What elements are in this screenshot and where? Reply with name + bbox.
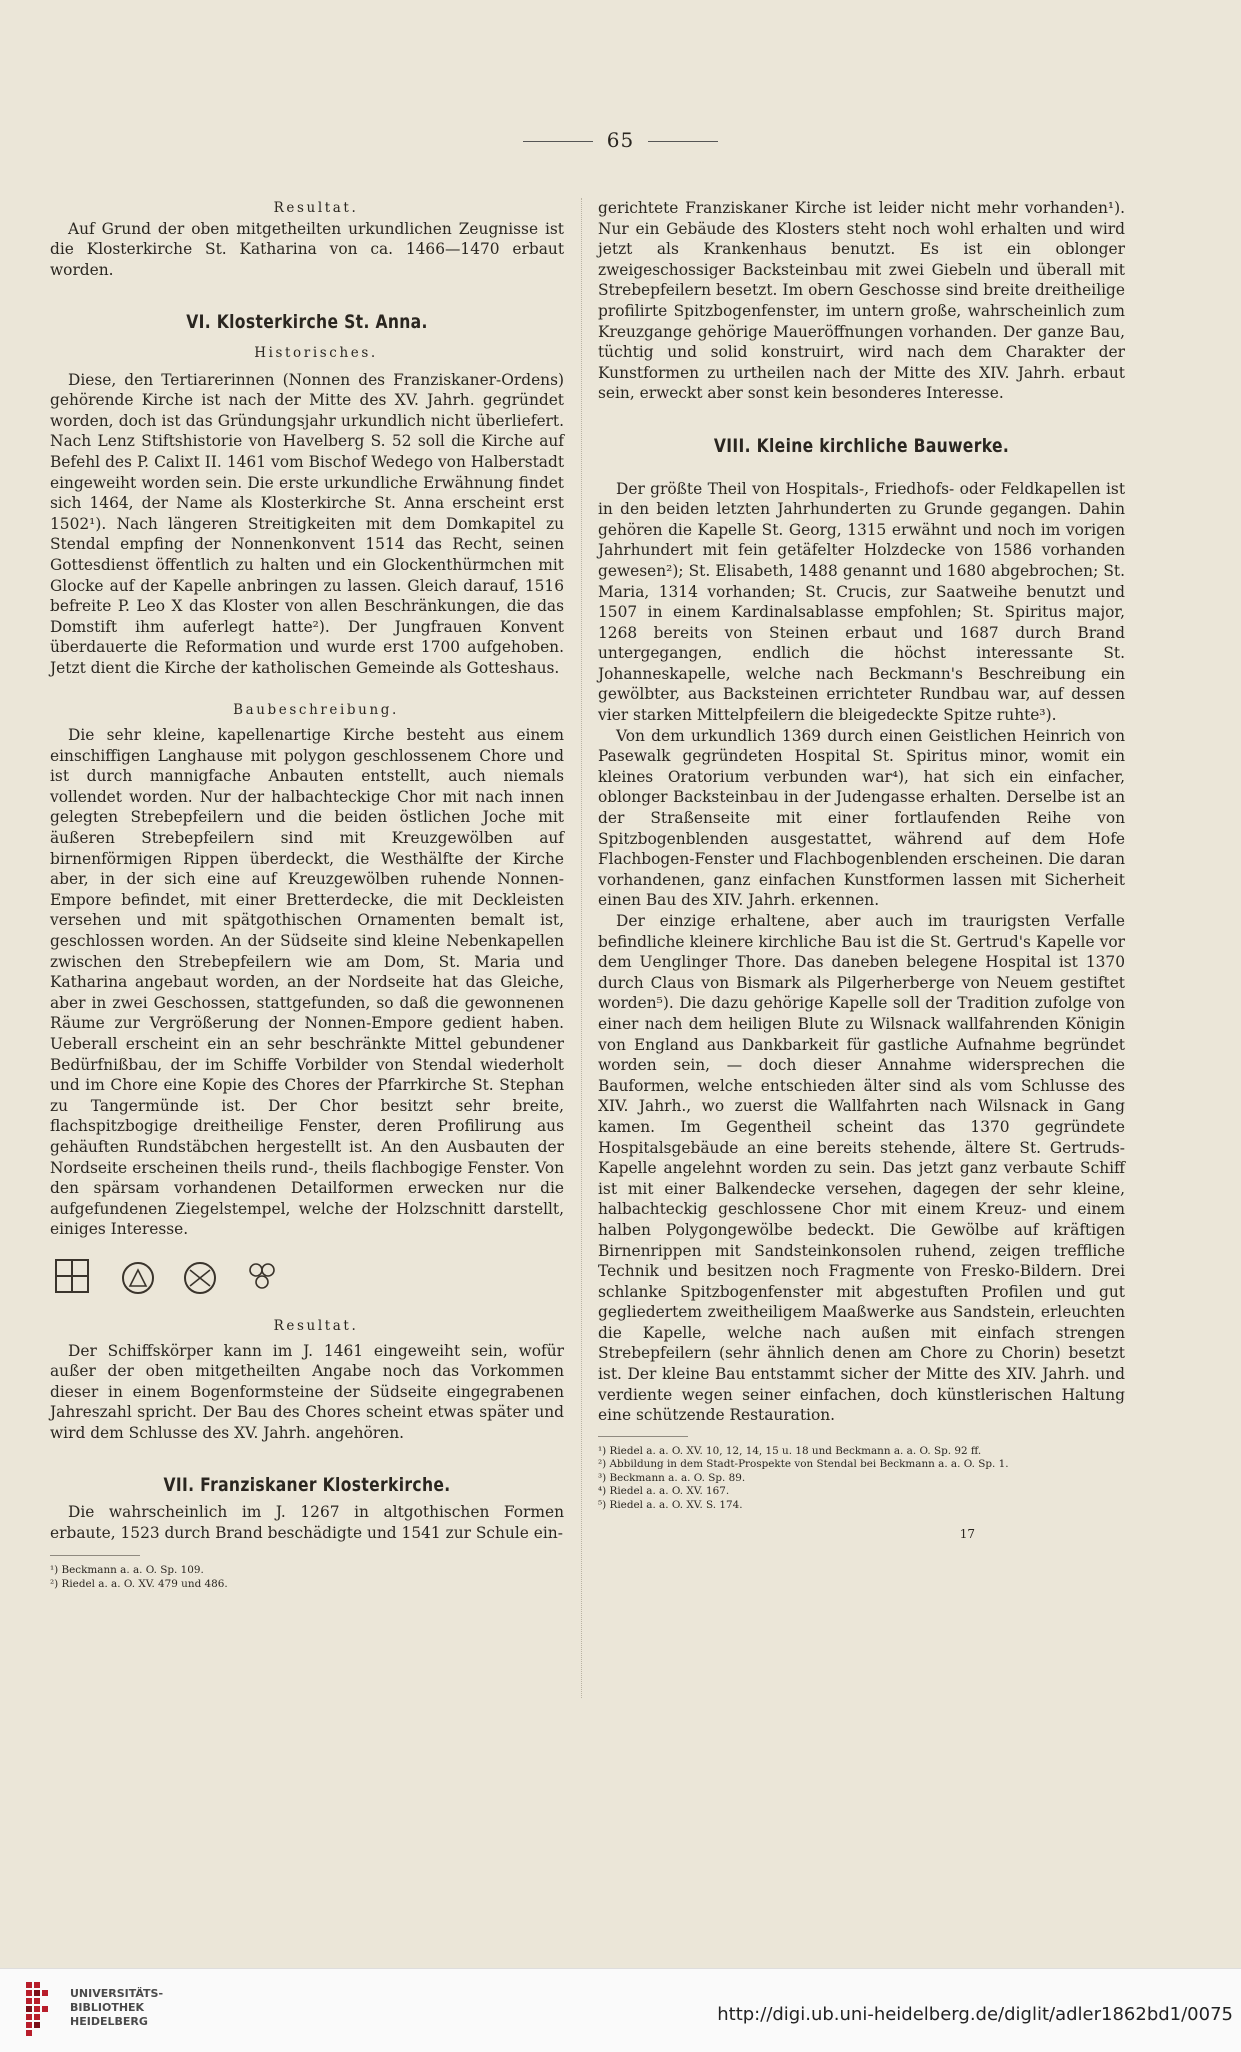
logo-line: BIBLIOTHEK [70,2001,145,2014]
footnote: ²) Abbildung in dem Stadt-Prospekte von Stendal bei Beckmann a. a. O. Sp. 1. [598,1458,1009,1471]
left-column [50,198,564,1591]
printer-signature: 17 [959,1527,975,1542]
section-viii-para-3: Der einzige erhaltene, aber auch im traurigsten Verfalle befindliche kleinere kirchliche Bau ist die St. Gertrud's Kapelle vor dem Uenglinger Thore. Das daneben belegene Hospital ist 1370 durch Claus von Bismark als Pilgerherberge von Neuem gestiftet worden⁵). Die dazu gehörige Kapelle soll der Tradition zufolge von einer nach dem heiligen Blute zu Wilsnack wallfahrenden Königin von England aus Dankbarkeit für gastliche Aufnahme begründet worden sein, — doch dieser Annahme widersprechen die Bauformen, welche entschieden älter sind als vom Schlusse des XIV. Jahrh., wo zuerst die Wallfahrten nach Wilsnack in Gang kamen. Im Gegentheil scheint das 1370 gegründete Hospitalsgebäude an eine bereits stehende, ältere St. Gertruds-Kapelle angelehnt worden zu sein. Das jetzt ganz verbaute Schiff ist mit einer Balkendecke versehen, dagegen der sehr kleine, halbachteckig geschlossene Chor mit einem Kreuz- und einem halben Polygongewölbe bedeckt. Die Gewölbe auf kräftigen Birnenrippen mit Sandsteinkonsolen ruhend, zeigen treffliche Technik und besitzen noch Fragmente von Fresko-Bildern. Drei schlanke Spitzbogenfenster mit abgestuften Profilen und gut gegliedertem zweitheiligem Maaßwerke aus Sandstein, erleuchten die Kapelle, welche nach außen mit einfach strengen Strebepfeilern (sehr ähnlich denen am Chore zu Chorin) besetzt ist. Der kleine Bau entstammt sicher der Mitte des XIV. Jahrh. und verdiente wegen seiner einfachen, doch künstlerischen Haltung eine schützende Restauration. [598,912,1125,1425]
section-vii-title: VII. Franziskaner Klosterkirche. [163,1474,451,1497]
logo-line: HEIDELBERG [70,2015,148,2028]
digital-library-url-link[interactable]: http://digi.ub.uni-heidelberg.de/diglit/adler1862bd1/0075 [717,2004,1233,2025]
historisches-text: Diese, den Tertiarerinnen (Nonnen des Franziskaner-Ordens) gehörende Kirche ist nach der Mitte des XV. Jahrh. gegründet worden, doch ist das Gründungsjahr urkundlich nicht überliefert. Nach Lenz Stiftshistorie von Havelberg S. 52 soll die Kirche auf Befehl des P. Calixt II. 1461 vom Bischof Wedego von Halberstadt eingeweiht worden sein. Die erste urkundliche Erwähnung findet sich 1464, der Name als Klosterkirche St. Anna erscheint erst 1502¹). Nach längeren Streitigkeiten mit dem Domkapitel zu Stendal empfing der Nonnenkonvent 1514 das Recht, seinen Gottesdienst öffentlich zu halten und ein Glockenthürmchen mit Glocke auf der Kapelle anbringen zu lassen. Gleich darauf, 1516 befreite P. Leo X das Kloster von allen Beschränkungen, die das Domstift ihm auferlegt hatte²). Der Jungfrauen Konvent überdauerte die Reformation und wurde erst 1700 aufgehoben. Jetzt dient die Kirche der katholischen Gemeinde als Gotteshaus. [50,370,564,677]
brick-stamp-figure-block [50,725,564,1240]
section-vii-text: Die wahrscheinlich im J. 1267 in altgothischen Formen erbaute, 1523 durch Brand beschädigte und 1541 zur Schule ein- [50,1503,564,1542]
resultat-heading-2: Resultat. [273,1317,359,1334]
right-column [598,198,1125,1545]
university-library-name [70,1987,163,2029]
resultat-heading-1: Resultat. [273,200,359,216]
page-number-text: 65 [606,128,635,152]
logo-line: UNIVERSITÄTS- [70,1987,164,2000]
brick-stamps-illustration [50,1246,330,1302]
footnote: ²) Riedel a. a. O. XV. 479 und 486. [50,1577,228,1590]
section-viii-para-1: Der größte Theil von Hospitals-, Friedhofs- oder Feldkapellen ist in den beiden letzten Jahrhunderten zu Grunde gegangen. Dahin gehören die Kapelle St. Georg, 1315 erwähnt und noch im vorigen Jahrhundert mit fein getäfelter Holzdecke von 1586 vorhanden gewesen²); St. Elisabeth, 1488 genannt und 1680 abgebrochen; St. Maria, 1314 vorhanden; St. Crucis, zur Saatweihe benutzt und 1507 in einem Kardinalsablasse empfohlen; St. Spiritus major, 1268 bereits von Steinen erbaut und 1687 durch Brand untergegangen, endlich die höchst interessante St. Johanneskapelle, welche nach Beckmann's Beschreibung ein gewölbter, aus Backsteinen errichteter Rundbau war, auf dessen vier starken Mittelpfeilern die bleigedeckte Spitze ruhte³). [598,479,1125,725]
university-library-logo-icon [24,1980,64,2044]
footnote: ³) Beckmann a. a. O. Sp. 89. [598,1471,746,1484]
footnote: ⁴) Riedel a. a. O. XV. 167. [598,1485,730,1498]
footnote: ¹) Beckmann a. a. O. Sp. 109. [50,1564,204,1577]
baubeschreibung-heading: Baubeschreibung. [233,702,399,719]
brick-stamps-woodcut [50,1246,335,1306]
continuation-text: gerichtete Franziskaner Kirche ist leider nicht mehr vorhanden¹). Nur ein Gebäude des Klosters steht noch wohl erhalten und wird jetzt als Krankenhaus benutzt. Es ist ein oblonger zweigeschossiger Backsteinbau mit zwei Giebeln und überall mit Strebepfeilern besetzt. Im obern Geschosse sind breite dreitheilige profilirte Spitzbogenfenster, im untern große, wahrscheinlich zum Kreuzgange gehörige Maueröffnungen vorhanden. Der ganze Bau, tüchtig und solid konstruirt, wird nach dem Charakter der Kunstformen zu urtheilen nach der Mitte des XIV. Jahrh. erbaut sein, erweckt aber sonst kein besonderes Interesse. [598,199,1125,403]
historisches-heading: Historisches. [254,344,378,361]
footnote: ¹) Riedel a. a. O. XV. 10, 12, 14, 15 u. 18 und Beckmann a. a. O. Sp. 92 ff. [598,1444,982,1457]
page-number [0,128,1241,152]
resultat-text-2: Der Schiffskörper kann im J. 1461 eingeweiht sein, wofür außer der oben mitgetheilten Angabe noch das Vorkommen dieser in einem Bogenformsteine der Südseite eingegrabenen Jahreszahl spricht. Der Bau des Chores scheint etwas später und wird dem Schlusse des XV. Jahrh. angehören. [50,1341,564,1442]
footnotes-right [598,1445,1125,1513]
section-viii-title: VIII. Kleine kirchliche Bauwerke. [713,434,1010,457]
baubeschreibung-text: Die sehr kleine, kapellenartige Kirche besteht aus einem einschiffigen Langhause mit polygon geschlossenem Chore und ist durch mannigfache Anbauten entstellt, auch niemals vollendet worden. Nur der halbachteckige Chor mit nach innen gelegten Strebepfeilern und die beiden östlichen Joche mit äußeren Strebepfeilern sind mit Kreuzgewölben auf birnenförmigen Rippen überdeckt, die Westhälfte der Kirche aber, in der sich eine auf Kreuzgewölben ruhende Nonnen-Empore befindet, mit einer Bretterdecke, die mit Deckleisten versehen und mit spätgothischen Ornamenten bemalt ist, geschlossen worden. An der Südseite sind kleine Nebenkapellen zwischen den Strebepfeilern wie am Dom, St. Maria und Katharina angebaut worden, an der Nordseite hat das Gleiche, aber in zwei Geschossen, stattgefunden, so daß die gewonnenen Räume zur Vergrößerung der Nonnen-Empore gedient haben. Ueberall erscheint ein an sehr beschränkte Mittel gebundener Bedürfnißbau, der im Schiffe Vorbilder von Stendal wiederholt und im Chore eine Kopie des Chores der Pfarrkirche St. Stephan zu Tangermünde ist. Der Chor besitzt sehr breite, flachspitzbogige dreitheilige Fenster, deren Profilirung aus gehäuften Rundstäbchen hergestellt ist. An den Ausbauten der Nordseite erscheinen theils rund-, theils flachbogige Fenster. Von den spärsam vorhandenen Detailformen erwecken nur die aufgefundenen Ziegelstempel, welche der Holzschnitt darstellt, einiges Interesse. [50,726,564,1239]
footnotes-left [50,1564,564,1591]
footnote: ⁵) Riedel a. a. O. XV. S. 174. [598,1498,743,1511]
section-viii-para-2: Von dem urkundlich 1369 durch einen Geistlichen Heinrich von Pasewalk gegründeten Hospital St. Spiritus minor, womit ein kleines Oratorium verbunden war⁴), hat sich ein einfacher, oblonger Backsteinbau in der Judengasse erhalten. Derselbe ist an der Straßenseite mit einer fortlaufenden Reihe von Spitzbogenblenden ausgestattet, während auf dem Hofe Flachbogen-Fenster und Flachbogenblenden erscheinen. Die daran vorhandenen, ganz einfachen Kunstformen lassen mit Sicherheit einen Bau des XIV. Jahrh. erkennen. [598,726,1125,910]
section-vi-title: VI. Klosterkirche St. Anna. [186,311,428,334]
resultat-text-1: Auf Grund der oben mitgetheilten urkundlichen Zeugnisse ist die Klosterkirche St. Katharina von ca. 1466—1470 erbaut worden. [50,219,564,279]
column-divider [581,198,583,1698]
footer-bar [0,1968,1241,2052]
